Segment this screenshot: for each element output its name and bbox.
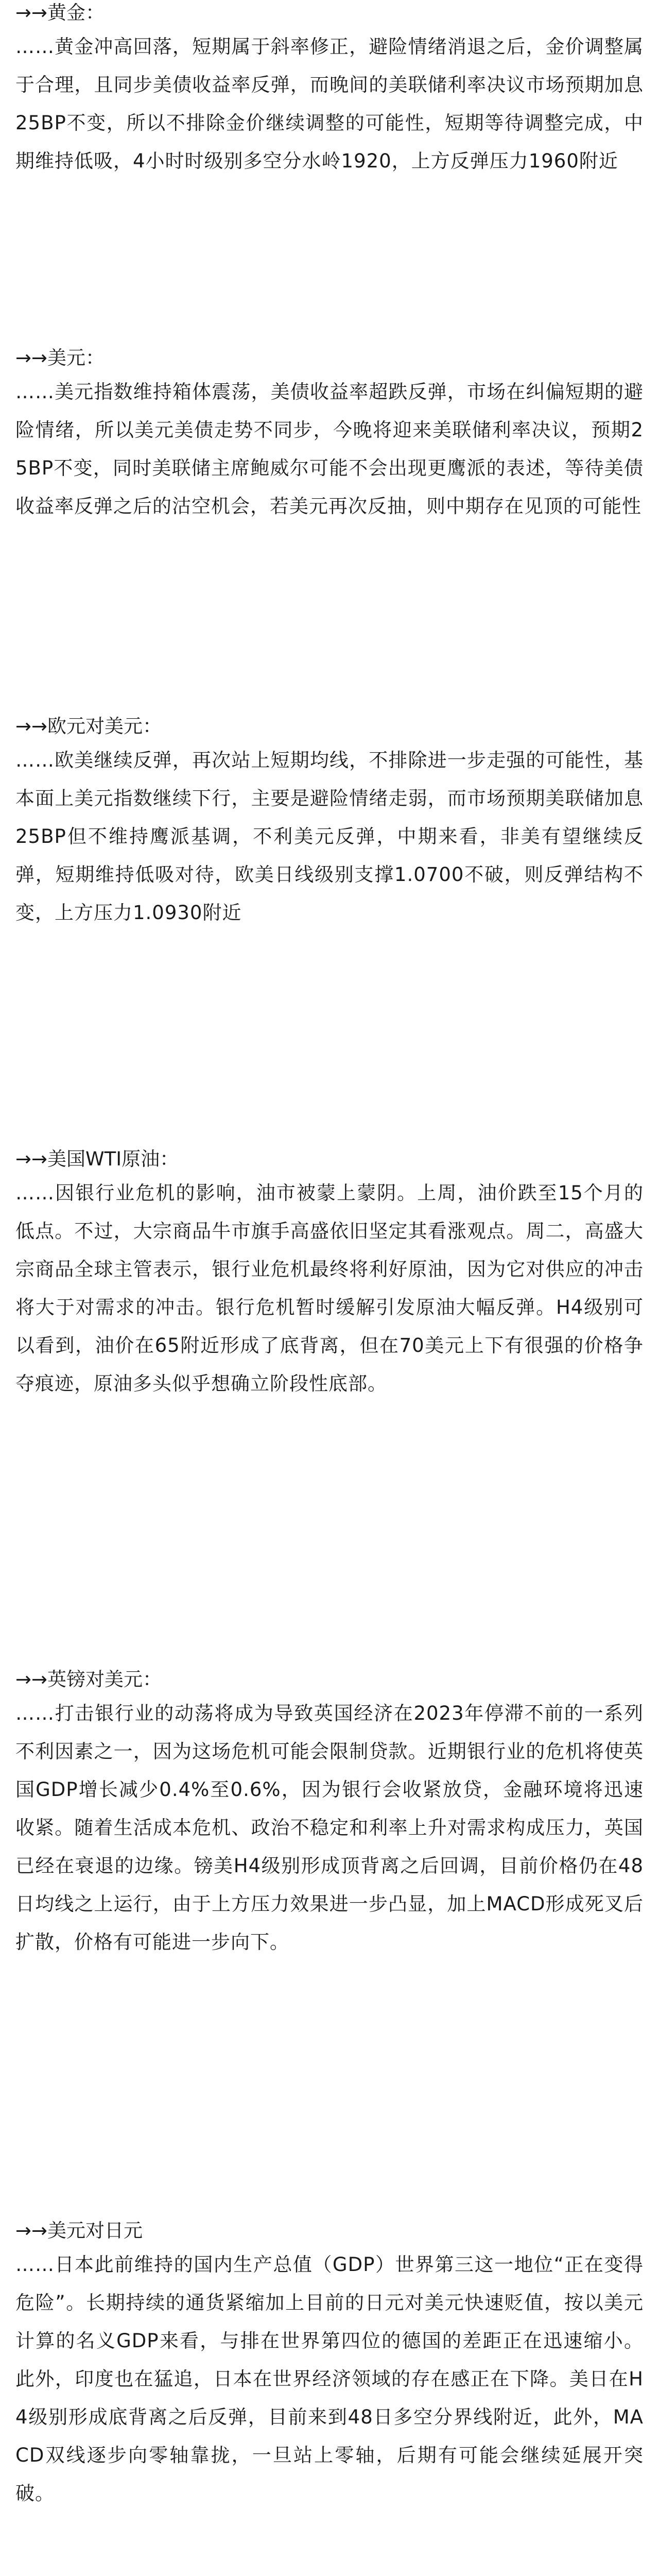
section-heading: →→美国WTI原油：	[15, 1148, 179, 1170]
section-wti	[15, 1146, 644, 1403]
section-gold	[15, 0, 644, 180]
section-heading: →→美元对日元	[15, 2219, 143, 2242]
section-body: ……因银行业危机的影响，油市被蒙上蒙阴。上周，油价跌至15个月的低点。不过，大宗商品牛市旗手高盛依旧坚定其看涨观点。周二，高盛大宗商品全球主管表示，银行业危机最终将利好原油，因为它对供应的冲击将大于对需求的冲击。银行危机暂时缓解引发原油大幅反弹。H4级别可以看到，油价在65附近形成了底背离，但在70美元上下有很强的价格争夺痕迹，原油多头似乎想确立阶段性底部。	[15, 1182, 644, 1395]
section-usd	[15, 345, 644, 526]
section-usdjpy	[15, 2218, 644, 2513]
section-body: ……美元指数维持箱体震荡，美债收益率超跌反弹，市场在纠偏短期的避险情绪，所以美元美债走势不同步，今晚将迎来美联储利率决议，预期25BP不变，同时美联储主席鲍威尔可能不会出现更鹰派的表述，等待美债收益率反弹之后的沽空机会，若美元再次反抽，则中期存在见顶的可能性	[15, 381, 644, 517]
section-body: ……日本此前维持的国内生产总值（GDP）世界第三这一地位“正在变得危险”。长期持续的通货紧缩加上目前的日元对美元快速贬值，按以美元计算的名义GDP来看，与排在世界第四位的德国的差距正在迅速缩小。此外，印度也在猛追，日本在世界经济领域的存在感正在下降。美日在H4级别形成底背离之后反弹，目前来到48日多空分界线附近，此外，MACD双线逐步向零轴靠拢，一旦站上零轴，后期有可能会继续延展开突破。	[15, 2253, 644, 2504]
section-heading: →→英镑对美元：	[15, 1668, 162, 1690]
section-body: ……欧美继续反弹，再次站上短期均线，不排除进一步走强的可能性，基本面上美元指数继续下行，主要是避险情绪走弱，而市场预期美联储加息25BP但不维持鹰派基调，不利美元反弹，中期来看，非美有望继续反弹，短期维持低吸对待，欧美日线级别支撑1.0700不破，则反弹结构不变，上方压力1.0930附近	[15, 749, 644, 924]
section-heading: →→黄金：	[15, 2, 105, 24]
section-gbpusd	[15, 1667, 644, 1961]
section-heading: →→美元：	[15, 347, 105, 369]
section-body: ……黄金冲高回落，短期属于斜率修正，避险情绪消退之后，金价调整属于合理，且同步美债收益率反弹，而晚间的美联储利率决议市场预期加息25BP不变，所以不排除金价继续调整的可能性，短期等待调整完成，中期维持低吸，4小时时级别多空分水岭1920，上方反弹压力1960附近	[15, 36, 644, 172]
section-eurusd	[15, 714, 644, 932]
section-heading: →→欧元对美元：	[15, 715, 162, 737]
section-body: ……打击银行业的动荡将成为导致英国经济在2023年停滞不前的一系列不利因素之一，因为这场危机可能会限制贷款。近期银行业的危机将使英国GDP增长减少0.4%至0.6%，因为银行会收紧放贷，金融环境将迅速收紧。随着生活成本危机、政治不稳定和利率上升对需求构成压力，英国已经在衰退的边缘。镑美H4级别形成顶背离之后回调，目前价格仍在48日均线之上运行，由于上方压力效果进一步凸显，加上MACD形成死叉后扩散，价格有可能进一步向下。	[15, 1702, 644, 1953]
